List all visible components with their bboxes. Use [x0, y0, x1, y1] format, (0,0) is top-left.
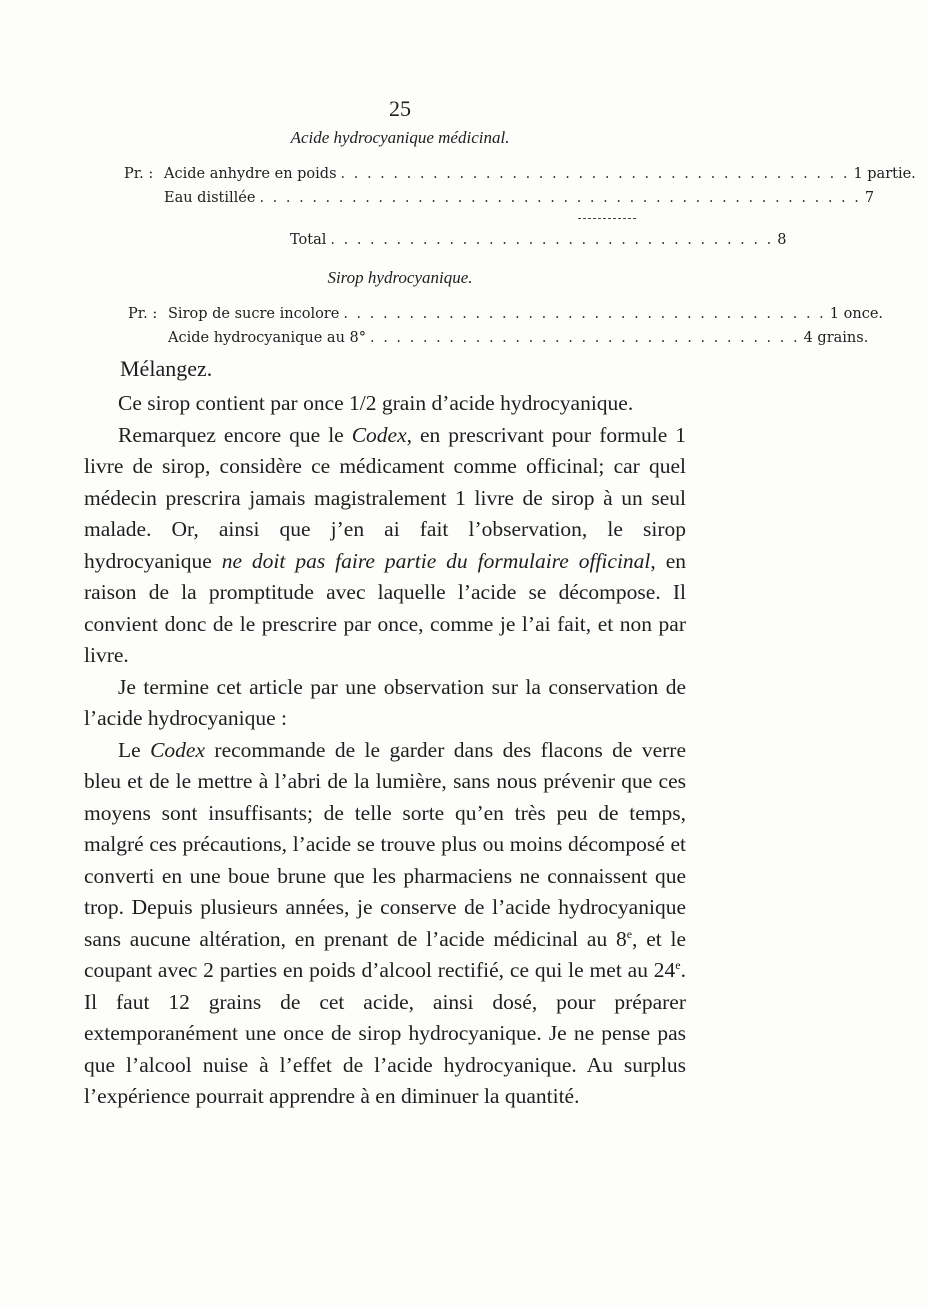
paragraph-text: Remarquez encore que le: [118, 422, 352, 447]
paragraph-text: , en prescrivant pour formule 1 livre de sirop, considère ce médicament comme officinal; car quel médecin prescrira jamais magistralement 1 livre de sirop à un seul malade. Or, ainsi que j’en ai fait l’observation, le sirop hydrocyanique: [84, 422, 686, 573]
recipe-row: [128, 330, 869, 352]
leader-dots: . . . . . . . . . . . . . . . . . . . . . . . . . . . . . . . . . . . . . . .: [340, 166, 850, 182]
paragraph: [84, 420, 686, 672]
page-number: 25: [389, 96, 411, 121]
recipe-row: [128, 306, 884, 328]
recipe-title-sirop: Sirop hydrocyanique.: [327, 268, 473, 287]
paragraph-text: Je termine cet article par une observation sur la conservation de l’acide hydrocyanique :: [84, 674, 686, 730]
ingredient-quantity: 1 once.: [829, 306, 884, 322]
paragraph-text: , en raison de la promptitude avec laquelle l’acide se décompose. Il convient donc de le prescrire par once, comme je l’ai fait, et non par livre.: [84, 548, 686, 667]
leader-dots: . . . . . . . . . . . . . . . . . . . . . . . . . . . . . . . . . . . . .: [343, 306, 826, 322]
ingredient-quantity: 4 grains.: [803, 330, 869, 346]
melangez-instruction: Mélangez.: [120, 356, 213, 381]
codex-italic: Codex: [150, 737, 206, 762]
superscript: e: [626, 926, 633, 941]
superscript: e: [675, 957, 681, 972]
leader-dots: . . . . . . . . . . . . . . . . . . . . . . . . . . . . . . . . . . . . . . . . . . . . . .: [259, 190, 861, 206]
recipe-row: [124, 166, 916, 188]
ingredient-name: Eau distillée: [164, 190, 256, 206]
total-label: Total: [290, 232, 327, 248]
paragraph-text: Le: [118, 737, 151, 762]
recipe-total-row: [290, 232, 787, 254]
leader-dots: . . . . . . . . . . . . . . . . . . . . . . . . . . . . . . . . .: [370, 330, 800, 346]
ingredient-name: Sirop de sucre incolore: [168, 306, 340, 322]
paragraph-text: recommande de le garder dans des flacons de verre bleu et de le mettre à l’abri de la lumière, sans nous prévenir que ces moyens sont insuffisants; de telle sorte qu’en très peu de temps, malgré ces précautions, l’acide se trouve plus ou moins décomposé et converti en une boue brune que les pharmaciens ne connaissent que trop. Depuis plusieurs années, je conserve de l’acide hydrocyanique sans aucune altération, en prenant de l’acide médicinal au 8: [84, 737, 687, 951]
ingredient-name: Acide hydrocyanique au 8°: [168, 330, 366, 346]
emphasis-italic: ne doit pas faire partie du formulaire officinal: [221, 548, 651, 573]
ingredient-name: Acide anhydre en poids: [164, 166, 337, 182]
paragraph-text: , et le coupant avec 2 parties en poids d’alcool rectifié, ce qui le met au 24: [84, 926, 686, 982]
recipe-prefix: Pr. :: [128, 306, 158, 322]
recipe-title-acide: Acide hydrocyanique médicinal.: [290, 128, 510, 147]
ingredient-quantity: 7: [864, 190, 875, 206]
paragraph: [84, 735, 686, 1113]
recipe-row: [124, 190, 875, 212]
codex-italic: Codex: [351, 422, 407, 447]
ingredient-quantity: 1 partie.: [853, 166, 916, 182]
paragraph: [84, 672, 686, 735]
recipe-prefix: Pr. :: [124, 166, 154, 182]
total-quantity: 8: [777, 232, 787, 248]
leader-dots: . . . . . . . . . . . . . . . . . . . . . . . . . . . . . . . . . .: [330, 232, 774, 248]
sum-rule: [578, 218, 636, 219]
paragraph-text: . Il faut 12 grains de cet acide, ainsi dosé, pour préparer extemporanément une once de sirop hydrocyanique. Je ne pense pas que l’alcool nuise à l’effet de l’acide hydrocyanique. Au surplus l’expérience pourrait apprendre à en diminuer la quantité.: [84, 958, 686, 1108]
body-text: [84, 388, 686, 1113]
paragraph-text: Ce sirop contient par once 1/2 grain d’acide hydrocyanique.: [118, 391, 634, 415]
paragraph: [84, 388, 686, 420]
